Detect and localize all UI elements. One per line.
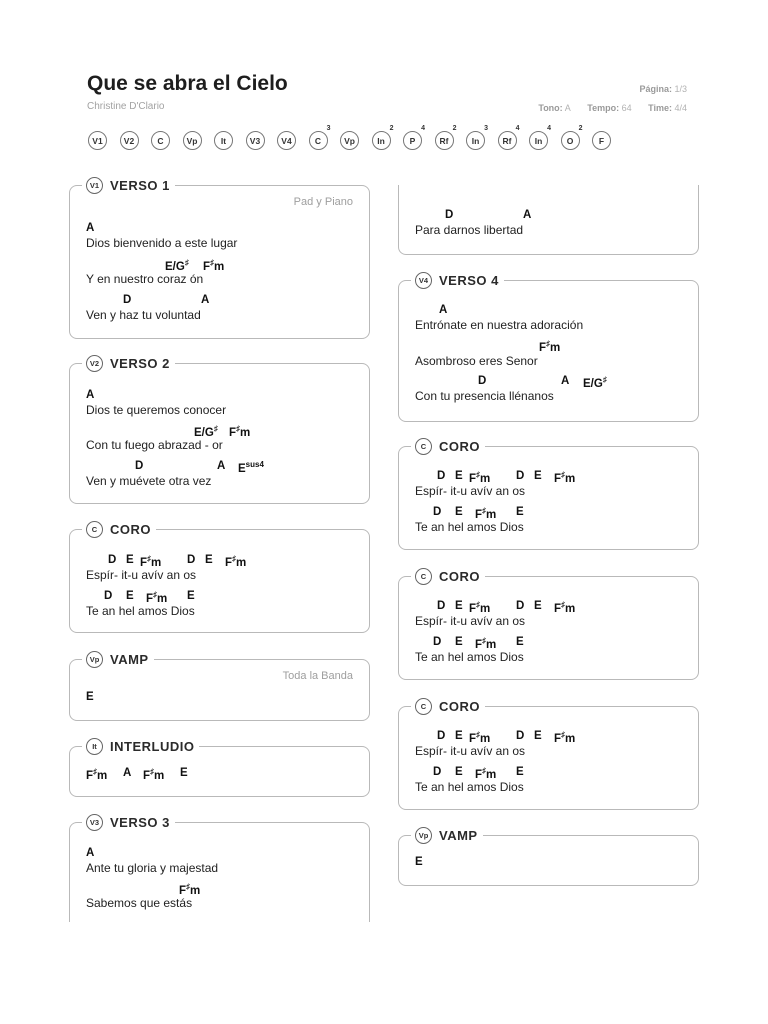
- section-badge: Vp: [86, 651, 103, 668]
- chord: F♯m: [469, 600, 491, 615]
- chord: E: [455, 506, 463, 518]
- section-coro: [69, 521, 370, 633]
- chord: F♯m: [469, 470, 491, 485]
- lyric-line: Dios te queremos conocer: [86, 403, 227, 417]
- section-badge: C: [415, 568, 432, 585]
- chord: F♯m: [554, 600, 576, 615]
- chord: E: [516, 506, 524, 518]
- chord: F♯m: [225, 554, 247, 569]
- chord: D: [437, 470, 446, 482]
- sequence-bubble[interactable]: V1: [88, 131, 107, 150]
- chord: F♯m: [469, 730, 491, 745]
- chord: F♯m: [86, 767, 108, 782]
- lyric-line: Te an hel amos Dios: [86, 604, 195, 618]
- lyric-line: Te an hel amos Dios: [415, 780, 524, 794]
- chord: A: [201, 294, 210, 306]
- sequence-bubble[interactable]: P 4: [403, 131, 422, 150]
- page-label: Página:: [639, 84, 672, 94]
- chord: A: [439, 304, 448, 316]
- section-header: [82, 175, 175, 195]
- sequence-bubble[interactable]: In 2: [372, 131, 391, 150]
- chord: D: [135, 460, 144, 472]
- chord: E/G♯: [165, 258, 189, 273]
- section-verso-4: [398, 272, 699, 422]
- chord: A: [123, 767, 132, 779]
- lyric-line: Sabemos que estás: [86, 896, 193, 910]
- sequence-bubble[interactable]: O 2: [561, 131, 580, 150]
- song-title: Que se abra el Cielo: [87, 72, 288, 95]
- chord: E: [455, 636, 463, 648]
- chord: F♯m: [143, 767, 165, 782]
- chord: A: [86, 222, 95, 234]
- chord: E: [415, 856, 423, 868]
- section-title: INTERLUDIO: [110, 738, 195, 754]
- song-artist: Christine D'Clario: [87, 101, 165, 112]
- chord: F♯m: [554, 470, 576, 485]
- section-header: [411, 566, 485, 586]
- chord: F♯m: [229, 424, 251, 439]
- chord: F♯m: [554, 730, 576, 745]
- sequence-bubble[interactable]: Vp: [340, 131, 359, 150]
- chord: F♯m: [475, 636, 497, 651]
- chord: D: [123, 294, 132, 306]
- section-badge: V4: [415, 272, 432, 289]
- chord: $E^{sus4}$: [238, 460, 264, 475]
- chord: A: [523, 209, 532, 221]
- section-title: VAMP: [110, 651, 149, 667]
- lyric-line: Dios bienvenido a este lugar: [86, 236, 238, 250]
- chord: E: [534, 470, 542, 482]
- section-coro: [398, 568, 699, 680]
- chord: D: [445, 209, 454, 221]
- chord: E: [455, 600, 463, 612]
- section-note: Toda la Banda: [282, 670, 353, 682]
- section-title: VAMP: [439, 827, 478, 843]
- tono-label: Tono:: [538, 103, 563, 113]
- section-header: [411, 825, 483, 845]
- lyric-line: Y en nuestro coraz ón: [86, 272, 204, 286]
- section-vamp: [398, 827, 699, 886]
- section-verso-2: [69, 355, 370, 504]
- sequence-bubble[interactable]: F: [592, 131, 611, 150]
- section-header: [82, 353, 175, 373]
- sequence-bubble[interactable]: V3: [246, 131, 265, 150]
- lyric-line: Con tu fuego abrazad - or: [86, 438, 223, 452]
- section-header: [411, 270, 504, 290]
- section-header: [82, 519, 156, 539]
- section-title: VERSO 2: [110, 355, 170, 371]
- chord: E: [86, 691, 94, 703]
- tempo-value: 64: [621, 103, 632, 113]
- chord: E: [126, 554, 134, 566]
- sequence-bubble[interactable]: It: [214, 131, 233, 150]
- sequence-bubble[interactable]: V4: [277, 131, 296, 150]
- chord: F♯m: [475, 506, 497, 521]
- chord: E: [455, 766, 463, 778]
- chord: F♯m: [539, 339, 561, 354]
- chord: F♯m: [146, 590, 168, 605]
- section-badge: Vp: [415, 827, 432, 844]
- chord: A: [217, 460, 226, 472]
- lyric-line: Ven y haz tu voluntad: [86, 308, 201, 322]
- chord: D: [187, 554, 196, 566]
- section-vamp: [69, 651, 370, 721]
- lyric-line: Ven y muévete otra vez: [86, 474, 212, 488]
- section-header: [411, 436, 485, 456]
- chord: E: [455, 470, 463, 482]
- sequence-bubble[interactable]: Vp: [183, 131, 202, 150]
- section-badge: V1: [86, 177, 103, 194]
- lyric-line: Te an hel amos Dios: [415, 650, 524, 664]
- section-header: [82, 812, 175, 832]
- lyric-line: Espír- it-u avív an os: [86, 568, 197, 582]
- section-title: VERSO 4: [439, 272, 499, 288]
- lyric-line: Para darnos libertad: [415, 223, 524, 237]
- chord: D: [108, 554, 117, 566]
- chord: D: [516, 470, 525, 482]
- chord: E: [187, 590, 195, 602]
- chord: E: [534, 600, 542, 612]
- chord: E: [516, 636, 524, 648]
- section-interludio: [69, 738, 370, 797]
- chord: D: [433, 636, 442, 648]
- chord: D: [437, 730, 446, 742]
- sequence-bubble[interactable]: C 3: [309, 131, 328, 150]
- section-title: VERSO 3: [110, 814, 170, 830]
- section-badge: V2: [86, 355, 103, 372]
- tono-value: A: [564, 103, 571, 113]
- section-title: VERSO 1: [110, 177, 170, 193]
- chord: A: [86, 389, 95, 401]
- chord: D: [516, 600, 525, 612]
- time-value: 4/4: [674, 103, 687, 113]
- chord: E: [180, 767, 188, 779]
- section-badge: C: [415, 438, 432, 455]
- chord: D: [104, 590, 113, 602]
- lyric-line: Espír- it-u avív an os: [415, 614, 526, 628]
- lyric-line: Con tu presencia llénanos: [415, 389, 554, 403]
- lyric-line: Espír- it-u avív an os: [415, 484, 526, 498]
- lyric-line: Espír- it-u avív an os: [415, 744, 526, 758]
- lyric-line: Asombroso eres Senor: [415, 354, 538, 368]
- chord: F♯m: [179, 882, 201, 897]
- section-coro: [398, 698, 699, 810]
- sequence-bubble[interactable]: In 4: [529, 131, 548, 150]
- chord: E: [516, 766, 524, 778]
- section-badge: C: [415, 698, 432, 715]
- chord: D: [433, 766, 442, 778]
- section-badge: It: [86, 738, 103, 755]
- sequence-bubble[interactable]: V2: [120, 131, 139, 150]
- section-title: CORO: [439, 438, 480, 454]
- chord: E: [534, 730, 542, 742]
- section-title: CORO: [439, 698, 480, 714]
- lyric-line: Ante tu gloria y majestad: [86, 861, 219, 875]
- sequence-bubble[interactable]: In 3: [466, 131, 485, 150]
- song-meta: [538, 103, 687, 113]
- page-info: [639, 84, 687, 94]
- chord: E/G♯: [583, 375, 607, 390]
- chord: F♯m: [203, 258, 225, 273]
- lyric-line: Te an hel amos Dios: [415, 520, 524, 534]
- chord: A: [86, 847, 95, 859]
- section-verso-3: [69, 814, 370, 922]
- chord: F♯m: [475, 766, 497, 781]
- chord: E/G♯: [194, 424, 218, 439]
- section-header: [82, 649, 154, 669]
- sequence-bubble[interactable]: C: [151, 131, 170, 150]
- section-title: CORO: [439, 568, 480, 584]
- section-badge: V3: [86, 814, 103, 831]
- tempo-label: Tempo:: [587, 103, 620, 113]
- sequence-bubble[interactable]: Rf 4: [498, 131, 517, 150]
- time-label: Time:: [648, 103, 672, 113]
- chord: F♯m: [140, 554, 162, 569]
- chord: A: [561, 375, 570, 387]
- sequence-bubble[interactable]: Rf 2: [435, 131, 454, 150]
- chord: E: [455, 730, 463, 742]
- section-note: Pad y Piano: [293, 196, 353, 208]
- section-coro: [398, 438, 699, 550]
- page-value: 1/3: [674, 84, 687, 94]
- section-header: [82, 736, 199, 756]
- chord: D: [478, 375, 487, 387]
- chord: D: [437, 600, 446, 612]
- chord: D: [433, 506, 442, 518]
- chord: D: [516, 730, 525, 742]
- lyric-line: Entrónate en nuestra adoración: [415, 318, 584, 332]
- section-badge: C: [86, 521, 103, 538]
- section-verso-3-continued: [398, 185, 699, 255]
- section-header: [411, 696, 485, 716]
- section-verso-1: [69, 177, 370, 339]
- chord: E: [205, 554, 213, 566]
- chord: E: [126, 590, 134, 602]
- section-title: CORO: [110, 521, 151, 537]
